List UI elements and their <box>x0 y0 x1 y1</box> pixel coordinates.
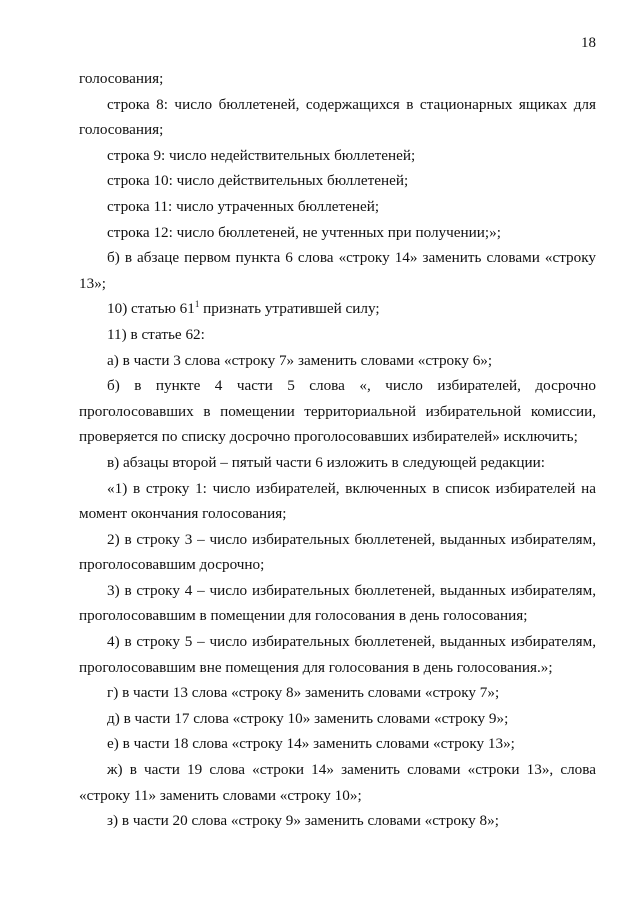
paragraph-item-zh: ж) в части 19 слова «строки 14» заменить словами «строки 13», слова «строку 11» заменить словами «строку 10»; <box>79 761 596 804</box>
paragraph-line-11: строка 11: число утраченных бюллетеней; <box>107 197 380 215</box>
paragraph-item-b-point-6: б) в абзаце первом пункта 6 слова «строку 14» заменить словами «строку 13»; <box>79 249 596 292</box>
paragraph-item-e: е) в части 18 слова «строку 14» заменить словами «строку 13»; <box>107 735 515 753</box>
paragraph-continuation: голосования; <box>79 70 164 87</box>
paragraph-item-g: г) в части 13 слова «строку 8» заменить словами «строку 7»; <box>107 684 500 702</box>
article-61-text: признать утратившей силу; <box>199 300 380 318</box>
paragraph-item-b: б) в пункте 4 части 5 слова «, число избирателей, досрочно проголосовавших в помещении территориальной избирательной комиссии, проверяется по списку досрочно проголосовавших избирателей» исключить; <box>79 377 596 446</box>
paragraph-line-8: строка 8: число бюллетеней, содержащихся в стационарных ящиках для голосования; <box>79 95 596 139</box>
paragraph-line-9: строка 9: число недействительных бюллетеней; <box>107 146 416 164</box>
paragraph-quoted-1: «1) в строку 1: число избирателей, включенных в список избирателей на момент окончания голосования; <box>79 479 596 523</box>
paragraph-quoted-3: 3) в строку 4 – число избирательных бюллетеней, выданных избирателям, проголосовавшим в помещении для голосования в день голосования; <box>79 581 596 625</box>
paragraph-item-v: в) абзацы второй – пятый части 6 изложить в следующей редакции: <box>107 453 545 471</box>
paragraph-item-10 <box>79 296 596 322</box>
paragraph-quoted-2: 2) в строку 3 – число избирательных бюллетеней, выданных избирателям, проголосовавшим досрочно; <box>79 530 596 574</box>
paragraph-item-11: 11) в статье 62: <box>107 325 205 343</box>
paragraph-item-a: а) в части 3 слова «строку 7» заменить словами «строку 6»; <box>107 351 493 369</box>
article-61-superscript: 1 <box>194 299 200 310</box>
page-number: 18 <box>581 35 596 51</box>
paragraph-line-12: строка 12: число бюллетеней, не учтенных при получении;»; <box>107 223 501 241</box>
paragraph-quoted-4: 4) в строку 5 – число избирательных бюллетеней, выданных избирателям, проголосовавшим вне помещения для голосования в день голосования.»; <box>79 633 596 676</box>
paragraph-item-z: з) в части 20 слова «строку 9» заменить словами «строку 8»; <box>107 812 499 830</box>
paragraph-line-10: строка 10: число действительных бюллетеней; <box>107 172 409 190</box>
document-body <box>79 66 596 834</box>
paragraph-item-d: д) в части 17 слова «строку 10» заменить словами «строку 9»; <box>107 709 509 727</box>
article-61-prefix: 10) статью 61 <box>107 300 195 318</box>
